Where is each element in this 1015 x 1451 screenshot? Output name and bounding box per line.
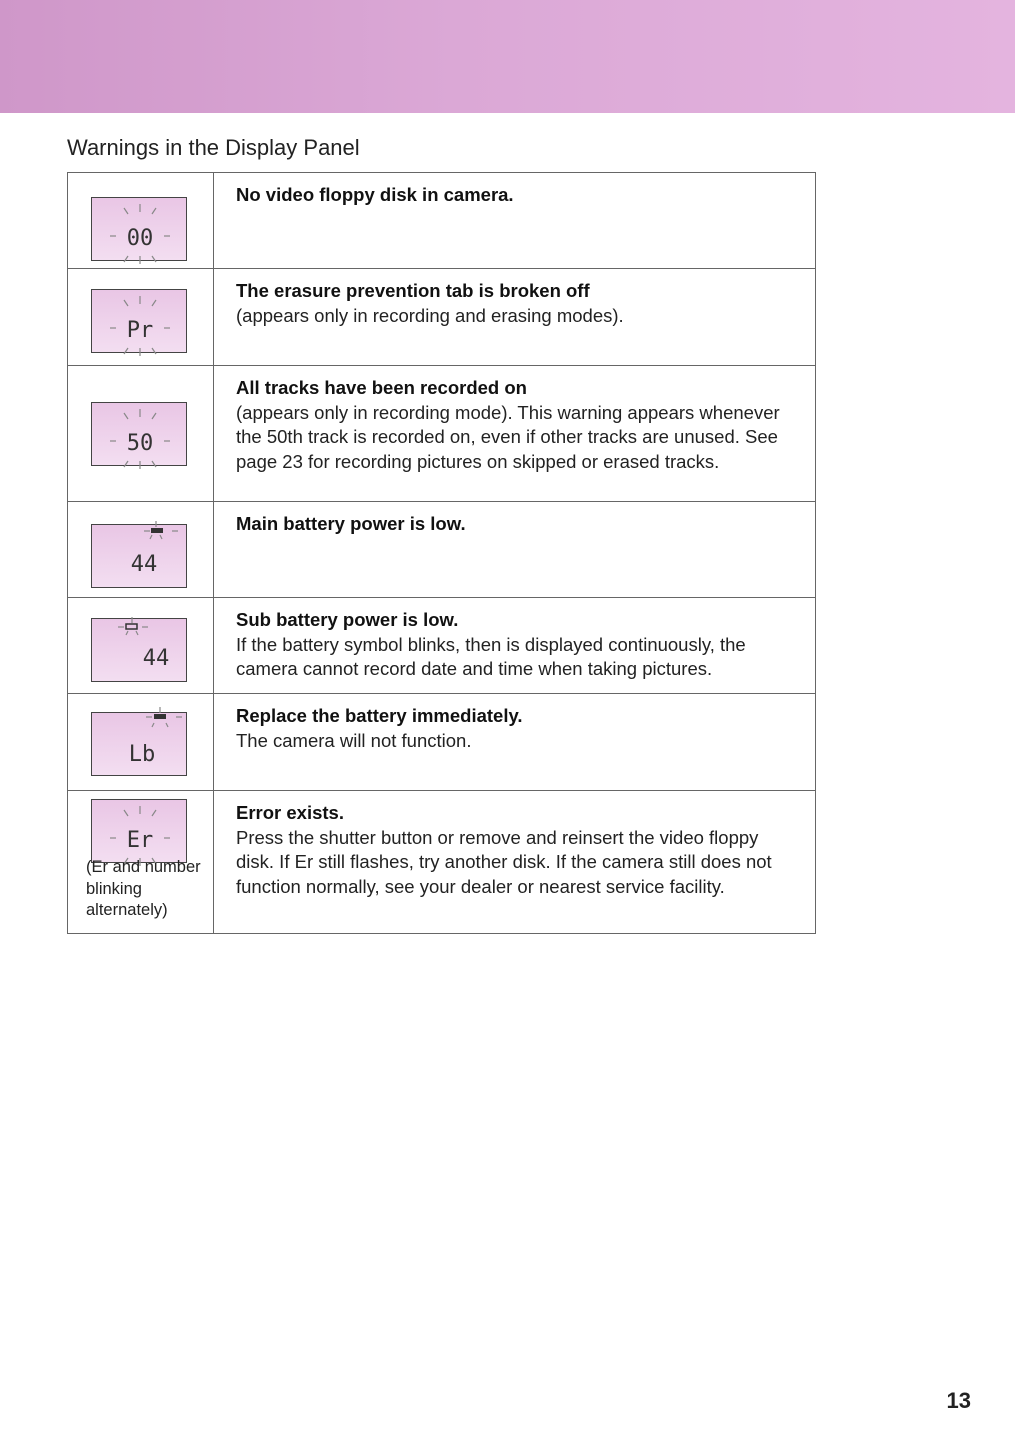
warning-description: Press the shutter button or remove and reinsert the video floppy disk. If Er still flashes, try another disk. If the camera still does not function normally, see your dealer or nearest service facility. [236,826,772,897]
warning-row-main-battery [68,502,815,598]
warning-row-no-disk [68,173,815,269]
warning-text [214,269,815,365]
warning-title: Replace the battery immediately. [236,705,523,726]
warning-title: Sub battery power is low. [236,609,459,630]
lcd-code: Lb [128,742,156,767]
battery-blink-icon [80,705,200,785]
warning-title: All tracks have been recorded on [236,377,527,398]
warning-title: Main battery power is low. [236,513,466,534]
lcd-cell [68,269,214,365]
lcd-code: 44 [130,552,158,577]
lcd-code: 00 [126,226,154,251]
lcd-cell [68,173,214,268]
warning-row-replace-battery [68,694,815,791]
warning-title: Error exists. [236,802,344,823]
warning-description: If the battery symbol blinks, then is displayed continuously, the camera cannot record date and time when taking pictures. [236,633,746,679]
lcd-cell [68,791,214,933]
lcd-display-icon [91,402,187,466]
warning-row-sub-battery [68,598,815,694]
warning-description: (appears only in recording and erasing modes). [236,304,624,326]
lcd-code: 50 [126,431,154,456]
lcd-cell [68,502,214,597]
warnings-table [67,172,816,934]
lcd-display-icon [91,524,187,588]
lcd-code: Er [126,828,154,853]
warning-row-error [68,791,815,934]
blink-rays-icon [80,395,200,475]
warning-row-tracks-full [68,366,815,502]
blink-rays-icon [80,190,200,270]
warning-description: (appears only in recording mode). This warning appears whenever the 50th track is recorded on, even if other tracks are unused. See page 23 for recording pictures on skipped or erased tracks. [236,401,780,472]
lcd-cell [68,694,214,790]
warning-text [214,366,815,501]
header-band [0,0,1015,113]
lcd-code: 44 [142,646,170,671]
section-title: Warnings in the Display Panel [67,135,360,160]
sub-battery-blink-icon [80,611,200,691]
warning-text [214,173,815,268]
lcd-cell [68,598,214,693]
lcd-cell [68,366,214,501]
lcd-display-icon [91,289,187,353]
battery-blink-icon [80,517,200,597]
warning-text [214,791,815,933]
warning-title: The erasure prevention tab is broken off [236,280,590,301]
warning-text [214,502,815,597]
warning-text [214,694,815,790]
lcd-display-icon [91,712,187,776]
blink-rays-icon [80,282,200,362]
page-number: 13 [946,1388,971,1413]
lcd-code: Pr [126,318,154,343]
warning-row-erasure-tab [68,269,815,366]
display-note: (Er and number blinking alternately) [86,858,201,919]
lcd-display-icon [91,799,187,863]
warning-description: The camera will not function. [236,729,472,751]
warning-title: No video floppy disk in camera. [236,184,514,205]
lcd-display-icon [91,197,187,261]
warning-text [214,598,815,693]
lcd-display-icon [91,618,187,682]
